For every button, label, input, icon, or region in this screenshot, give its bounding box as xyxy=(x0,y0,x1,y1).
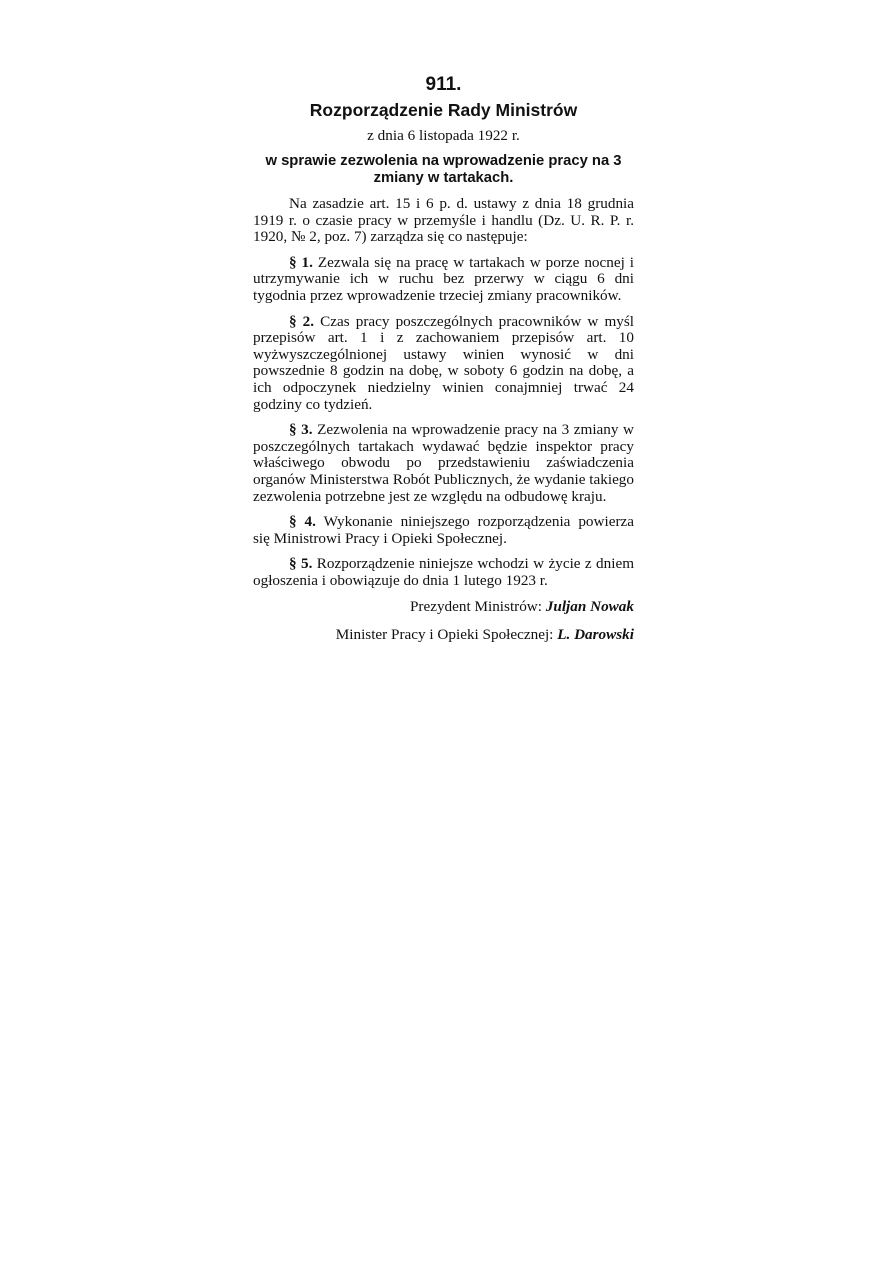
paragraph-2-label: § 2. xyxy=(289,312,315,330)
signature-labour-minister xyxy=(253,626,634,644)
paragraph-3-label: § 3. xyxy=(289,421,313,439)
signature-name: Juljan Nowak xyxy=(545,598,634,616)
signature-name: L. Darowski xyxy=(557,626,634,644)
paragraph-5-text: Rozporządzenie niniejsze wchodzi w życie z dniem ogłoszenia i obowiązuje do dnia 1 lutego 1923 r. xyxy=(253,555,635,589)
paragraph-2 xyxy=(253,314,634,414)
paragraph-4 xyxy=(253,514,634,547)
act-title: Rozporządzenie Rady Ministrów xyxy=(309,100,578,120)
paragraph-2-text: Czas pracy poszczególnych pracowników w myśl przepisów art. 1 i z zachowaniem przepisów art. 10 wyżwyszczególnionej ustawy winien wynosić w dni powszednie 8 godzin na dobę, w soboty 6 godzin na dobę, a ich odpoczynek niedzielny winien conajmniej trwać 24 godziny co tydzień. xyxy=(253,312,635,413)
paragraph-1-label: § 1. xyxy=(289,253,313,271)
paragraph-1-text: Zezwala się na pracę w tartakach w porze nocnej i utrzymywanie ich w ruchu bez przerwy w ciągu 6 dni tygodnia przez wprowadzenie trzeciej zmiany pracowników. xyxy=(253,253,634,304)
paragraph-1 xyxy=(253,255,634,305)
signature-prime-minister xyxy=(253,598,634,616)
act-number: 911. xyxy=(425,74,462,95)
intro-paragraph: Na zasadzie art. 15 i 6 p. d. ustawy z dnia 18 grudnia 1919 r. o czasie pracy w przemyśle i handlu (Dz. U. R. P. r. 1920, № 2, poz. 7) zarządza się co następuje: xyxy=(253,195,634,246)
paragraph-4-label: § 4. xyxy=(289,513,316,531)
paragraph-5-label: § 5. xyxy=(289,555,313,573)
document-page xyxy=(253,74,634,644)
act-subject: w sprawie zezwolenia na wprowadzenie pracy na 3 zmiany w tartakach. xyxy=(265,153,622,186)
signature-role: Prezydent Ministrów: xyxy=(409,598,542,616)
act-date: z dnia 6 listopada 1922 r. xyxy=(367,127,520,144)
paragraph-3-text: Zezwolenia na wprowadzenie pracy na 3 zmiany w poszczególnych tartakach wydawać będzie inspektor pracy właściwego obwodu po przedstawieniu zaświadczenia organów Ministerstwa Robót Publicznych, że wydanie takiego zezwolenia potrzebne jest ze względu na odbudowę kraju. xyxy=(253,421,635,505)
paragraph-3 xyxy=(253,422,634,505)
paragraph-5 xyxy=(253,556,634,589)
signature-role: Minister Pracy i Opieki Społecznej: xyxy=(335,626,554,644)
paragraph-4-text: Wykonanie niniejszego rozporządzenia powierza się Ministrowi Pracy i Opieki Społecznej. xyxy=(253,513,634,547)
